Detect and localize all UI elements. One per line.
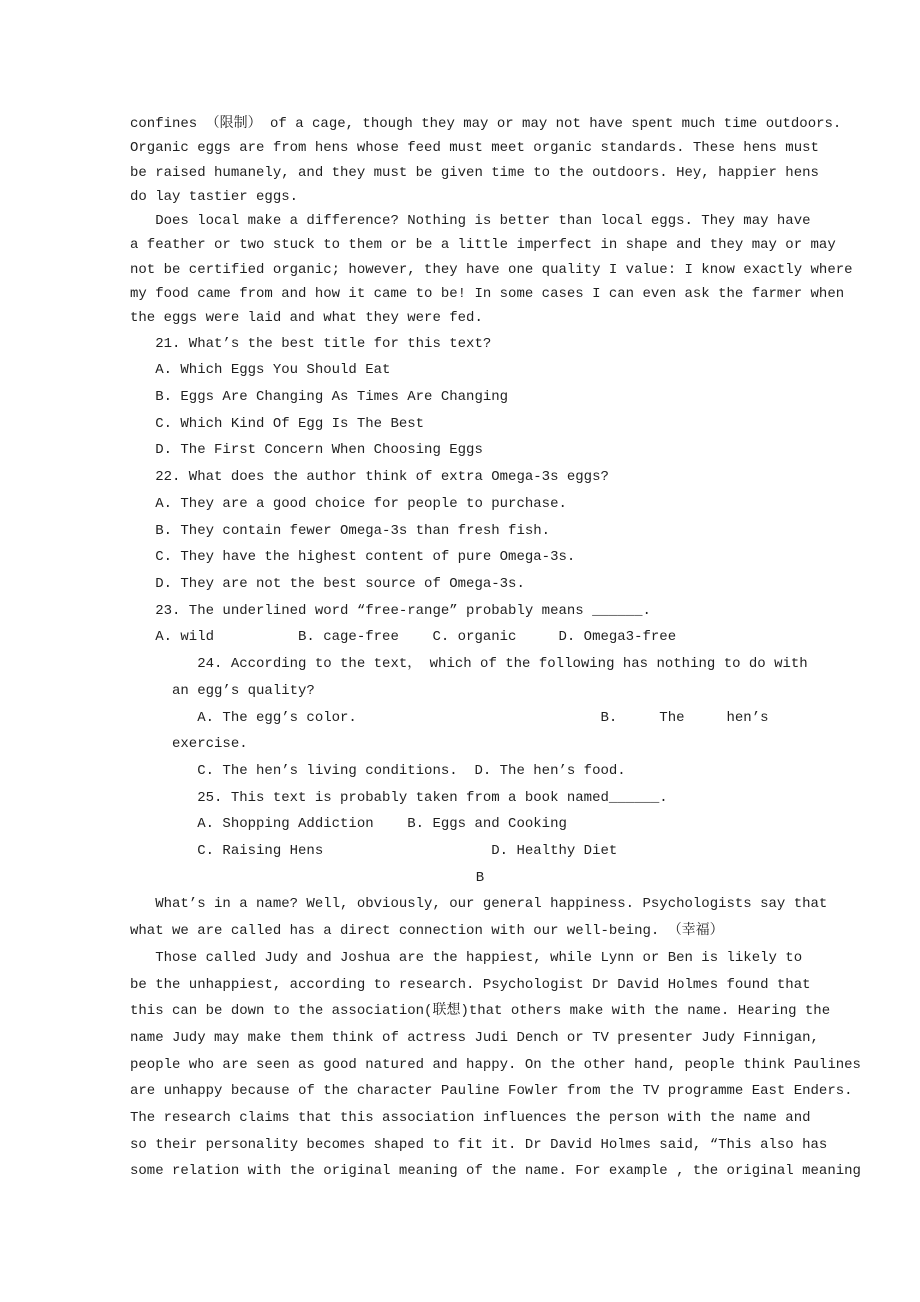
passage-a-paragraph-1 (130, 112, 842, 209)
question-24 (130, 651, 830, 785)
text-line: D. They are not the best source of Omega-3s. (130, 576, 525, 592)
text-line: B (475, 869, 485, 886)
text-line: what we are called has a direct connection with our well-being. （幸福） (130, 923, 724, 940)
text-line: do lay tastier eggs. (130, 188, 299, 205)
text-line: this can be down to the association(联想)that others make with the name. Hearing the (130, 1003, 831, 1020)
text-line: my food came from and how it came to be! In some cases I can even ask the farmer when (130, 286, 845, 303)
question-21 (130, 331, 830, 465)
text-line: some relation with the original meaning of the name. For example , the original meaning (130, 1163, 861, 1180)
text-line: A. wild B. cage-free C. organic D. Omega3-free (130, 629, 677, 646)
text-line: D. The First Concern When Choosing Eggs (130, 442, 483, 459)
question-25 (130, 785, 830, 865)
text-line: a feather or two stuck to them or be a little imperfect in shape and they may or may (130, 237, 836, 254)
text-line: 21. What’s the best title for this text? (130, 335, 492, 352)
text-line: C. Raising Hens D. Healthy Diet (130, 843, 618, 860)
text-line: A. The egg’s color. B. The hen’s (130, 709, 769, 726)
text-line: C. The hen’s living conditions. D. The hen’s food. (130, 762, 626, 779)
text-line: Organic eggs are from hens whose feed must meet organic standards. These hens must (130, 140, 819, 157)
text-line: A. Which Eggs You Should Eat (130, 362, 391, 379)
text-line: 24. According to the text， which of the following has nothing to do with (130, 656, 808, 673)
text-line: C. They have the highest content of pure Omega-3s. (130, 549, 576, 566)
passage-b-paragraph-1 (130, 891, 830, 944)
text-line: 25. This text is probably taken from a book named______. (130, 789, 668, 806)
text-line: the eggs were laid and what they were fed. (130, 310, 483, 327)
text-line: exercise. (130, 736, 248, 753)
text-line: Those called Judy and Joshua are the happiest, while Lynn or Ben is likely to (130, 949, 803, 966)
text-line: 23. The underlined word “free-range” probably means ______. (130, 602, 651, 619)
text-line: be the unhappiest, according to research. Psychologist Dr David Holmes found that (130, 976, 811, 993)
text-line: What’s in a name? Well, obviously, our general happiness. Psychologists say that (130, 896, 828, 913)
text-line: B. Eggs Are Changing As Times Are Changing (130, 389, 509, 406)
text-line: are unhappy because of the character Pauline Fowler from the TV programme East Enders. (130, 1083, 853, 1100)
passage-a-paragraph-2 (130, 209, 853, 330)
text-line: confines （限制） of a cage, though they may or may not have spent much time outdoors. (130, 116, 842, 132)
text-line: people who are seen as good natured and happy. On the other hand, people think Paulines (130, 1056, 861, 1073)
text-line: name Judy may make them think of actress Judi Dench or TV presenter Judy Finnigan, (130, 1029, 819, 1046)
text-line: not be certified organic; however, they have one quality I value: I know exactly where (130, 261, 853, 278)
text-line: B. They contain fewer Omega-3s than fresh fish. (130, 522, 551, 539)
document-content (130, 112, 861, 1185)
text-line: 22. What does the author think of extra Omega-3s eggs? (130, 469, 609, 486)
text-line: The research claims that this association influences the person with the name and (130, 1110, 811, 1127)
question-22 (130, 464, 830, 598)
text-line: Does local make a difference? Nothing is better than local eggs. They may have (130, 213, 811, 230)
text-line: an egg’s quality? (130, 682, 315, 699)
text-line: A. Shopping Addiction B. Eggs and Cooking (130, 816, 567, 833)
text-line: A. They are a good choice for people to purchase. (130, 495, 567, 512)
text-line: C. Which Kind Of Egg Is The Best (130, 415, 425, 432)
question-23 (130, 598, 830, 651)
text-line: be raised humanely, and they must be given time to the outdoors. Hey, happier hens (130, 164, 819, 181)
text-line: so their personality becomes shaped to fit it. Dr David Holmes said, “This also has (130, 1136, 828, 1153)
section-b-header (130, 865, 830, 892)
passage-b-paragraph-2 (130, 945, 861, 1185)
